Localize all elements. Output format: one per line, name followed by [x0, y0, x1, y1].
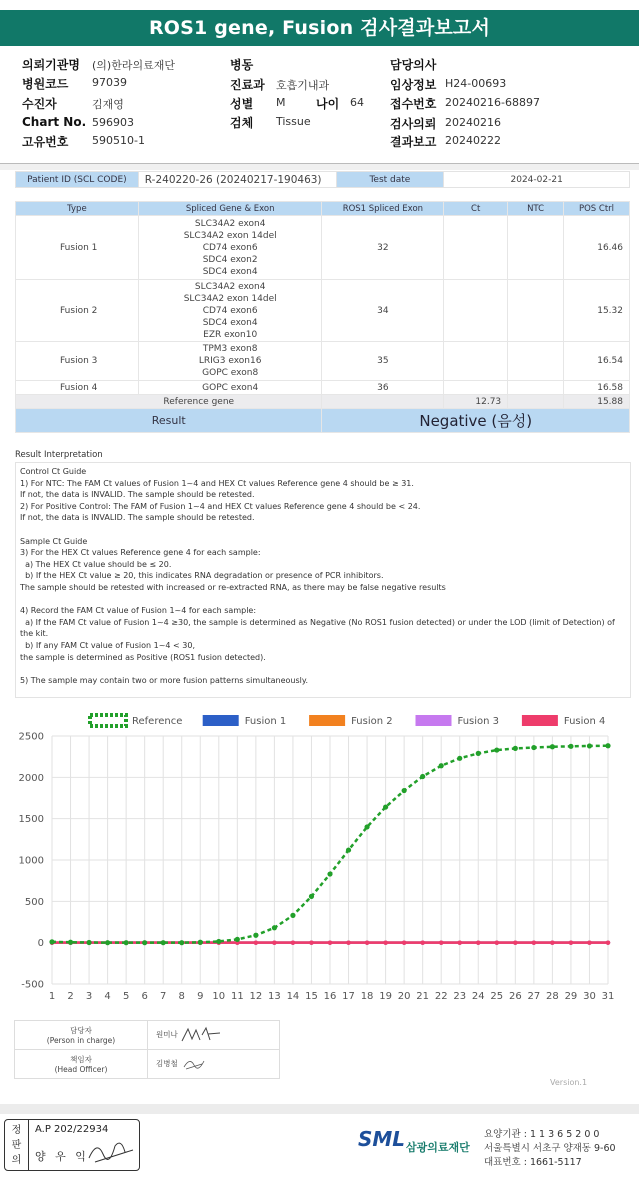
header-label: 진료과	[230, 78, 265, 92]
legend-item	[203, 715, 287, 727]
data-point	[291, 940, 295, 944]
gene-line: GOPC exon4	[202, 382, 259, 393]
interpretation-line: b) If any FAM Ct value of Fusion 1~4 < 30,	[20, 640, 196, 650]
interpretation-line	[20, 524, 627, 536]
result-value: Negative (음성)	[322, 409, 630, 433]
header-value: Tissue	[276, 115, 311, 128]
legend-label: Reference	[132, 716, 183, 727]
header-value: H24-00693	[445, 77, 507, 90]
x-tick-label: 1	[48, 991, 56, 1002]
x-tick-label: 25	[490, 991, 504, 1002]
fusion-type: Fusion 1	[16, 216, 139, 280]
results-table	[15, 201, 630, 433]
col-header: NTC	[508, 202, 564, 216]
signature-scribble-icon	[180, 1055, 210, 1073]
data-point	[420, 774, 425, 779]
spliced-genes	[138, 280, 322, 342]
data-point	[420, 940, 424, 944]
logo-mark: SML	[358, 1127, 406, 1151]
col-header: Type	[16, 202, 139, 216]
table-row	[16, 216, 630, 280]
y-tick-label: 1000	[18, 855, 44, 867]
data-point	[402, 788, 407, 793]
label-line: 담당자	[70, 1026, 92, 1035]
x-tick-label: 23	[453, 991, 467, 1002]
gene-line: SLC34A2 exon 14del	[183, 230, 277, 241]
table-row	[16, 280, 630, 342]
gene-line: SLC34A2 exon 14del	[183, 293, 277, 304]
gene-line: SDC4 exon4	[202, 266, 258, 277]
interpretation-line: Control Ct Guide	[20, 467, 87, 476]
x-tick-label: 18	[360, 991, 374, 1002]
header-value: 20240222	[445, 134, 501, 147]
data-point	[383, 940, 387, 944]
data-point	[439, 763, 444, 768]
signature-scribble-icon	[180, 1025, 226, 1045]
test-date-value: 2024-02-21	[444, 172, 630, 188]
ros1-exon: 35	[322, 342, 444, 381]
signature-scribble-icon	[85, 1136, 139, 1166]
address-line: 대표번호 : 1661-5117	[484, 1157, 582, 1168]
x-tick-label: 28	[546, 991, 559, 1002]
data-point	[439, 940, 443, 944]
legend-label: Fusion 3	[457, 716, 500, 727]
interpretation-line: If not, the data is INVALID. The sample should be retested.	[20, 513, 255, 523]
legend-item	[90, 715, 182, 727]
x-tick-label: 29	[564, 991, 578, 1002]
x-tick-label: 22	[434, 991, 448, 1002]
data-point	[309, 894, 314, 899]
header-label: 임상정보	[390, 78, 437, 92]
data-point	[328, 940, 332, 944]
x-tick-label: 4	[104, 991, 111, 1002]
y-tick-label: 1500	[18, 814, 44, 826]
data-point	[142, 940, 147, 945]
pathologist-stamp	[4, 1119, 140, 1171]
label-line: (Person in charge)	[46, 1036, 116, 1045]
ros1-exon: 32	[322, 216, 444, 280]
header-value: 20240216-68897	[445, 96, 540, 109]
header-label: 수진자	[22, 97, 57, 111]
y-tick-label: 500	[24, 896, 44, 908]
interpretation-line	[20, 594, 627, 606]
interpretation-line: a) The HEX Ct value should be ≤ 20.	[20, 559, 172, 569]
pos-ctrl-value: 16.58	[564, 381, 630, 395]
legend-item	[522, 715, 606, 727]
stamp-char: 판	[11, 1140, 22, 1151]
interpretation-text	[15, 462, 631, 698]
legend-label: Fusion 2	[351, 716, 393, 727]
col-header: POS Ctrl	[564, 202, 630, 216]
pos-ctrl-value: 15.32	[564, 280, 630, 342]
interpretation-line: the sample is determined as Positive (ROS1 fusion detected).	[20, 652, 266, 662]
ros1-exon: 34	[322, 280, 444, 342]
x-tick-label: 17	[342, 991, 355, 1002]
gene-line: SLC34A2 exon4	[194, 218, 266, 229]
reference-exon	[322, 395, 444, 409]
header-value: M	[276, 96, 286, 109]
reference-ntc	[508, 395, 564, 409]
amplification-chart	[10, 708, 630, 1013]
x-tick-label: 2	[67, 991, 74, 1002]
header-label: 나이	[316, 97, 340, 111]
data-point	[531, 745, 536, 750]
y-tick-label: 2500	[18, 731, 44, 743]
patient-id-table	[15, 171, 630, 188]
spliced-genes	[138, 216, 322, 280]
legend-swatch	[522, 715, 558, 726]
interpretation-line: a) If the FAM Ct value of Fusion 1~4 ≥30, the sample is determined as Negative (No ROS1 fusion detected) or under the LOD (limit of Detection) of	[20, 617, 615, 627]
label-line: 책임자	[70, 1055, 92, 1064]
gene-line: CD74 exon6	[202, 305, 258, 316]
header-label: 담당의사	[390, 58, 437, 72]
interpretation-line: Sample Ct Guide	[20, 536, 88, 546]
person-in-charge-sign	[148, 1021, 280, 1050]
label-line: (Head Officer)	[54, 1065, 108, 1074]
interpretation-line: 5) The sample may contain two or more fusion patterns simultaneously.	[20, 675, 309, 685]
patient-id-label: Patient ID (SCL CODE)	[16, 172, 139, 188]
y-tick-label: 0	[37, 938, 44, 950]
x-tick-label: 16	[323, 991, 337, 1002]
data-point	[587, 940, 591, 944]
data-point	[383, 804, 388, 809]
company-address	[484, 1128, 616, 1170]
person-in-charge-label	[15, 1021, 148, 1050]
y-tick-label: 2000	[18, 772, 44, 784]
data-point	[68, 940, 73, 945]
reference-row	[16, 395, 630, 409]
data-point	[458, 940, 462, 944]
person-name: 원미나	[156, 1030, 178, 1039]
data-point	[494, 747, 499, 752]
data-point	[105, 940, 110, 945]
data-point	[364, 824, 369, 829]
x-tick-label: 6	[141, 991, 148, 1002]
data-point	[216, 939, 221, 944]
header-label: 결과보고	[390, 135, 437, 149]
legend-swatch	[90, 715, 126, 726]
address-line: 요양기관 : 1 1 3 6 5 2 0 0	[484, 1129, 600, 1140]
result-interpretation	[15, 450, 631, 698]
result-label: Result	[16, 409, 322, 433]
data-point	[476, 751, 481, 756]
data-point	[587, 743, 592, 748]
head-officer-sign	[148, 1050, 280, 1079]
data-point	[365, 940, 369, 944]
x-tick-label: 26	[508, 991, 522, 1002]
gene-line: TPM3 exon8	[202, 344, 258, 354]
x-tick-label: 11	[230, 991, 244, 1002]
header-value: 김재영	[92, 98, 124, 111]
stamp-line-2: 양 우 익	[35, 1150, 89, 1163]
x-tick-label: 14	[286, 991, 300, 1002]
col-header: ROS1 Spliced Exon	[322, 202, 444, 216]
header-label: Chart No.	[22, 115, 87, 129]
interpretation-line: the kit.	[20, 629, 49, 639]
legend-swatch	[203, 715, 239, 726]
interpretation-line: 2) For Positive Control: The FAM of Fusion 1~4 and HEX Ct values Reference gene 4 should be < 24.	[20, 501, 421, 511]
interpretation-title: Result Interpretation	[15, 450, 103, 460]
data-point	[346, 940, 350, 944]
x-tick-label: 3	[85, 991, 93, 1002]
data-point	[346, 847, 351, 852]
data-point	[49, 939, 54, 944]
x-tick-label: 27	[527, 991, 541, 1002]
data-point	[402, 940, 406, 944]
stamp-char: 의	[11, 1155, 22, 1166]
y-tick-label: -500	[21, 979, 44, 991]
ct-value	[444, 280, 508, 342]
signature-box	[14, 1020, 280, 1078]
interpretation-line: 1) For NTC: The FAM Ct values of Fusion 1~4 and HEX Ct values Reference gene 4 should be ≥ 31.	[20, 478, 414, 488]
ntc-value	[508, 381, 564, 395]
interpretation-line: If not, the data is INVALID. The sample should be retested.	[20, 490, 255, 500]
stamp-char: 정	[11, 1125, 22, 1136]
report-title: ROS1 gene, Fusion 검사결과보고서	[0, 10, 639, 46]
data-point	[568, 744, 573, 749]
fusion-type: Fusion 4	[16, 381, 139, 395]
data-point	[569, 940, 573, 944]
interpretation-line: b) If the HEX Ct value ≥ 20, this indicates RNA degradation or presence of PCR inhibitors.	[20, 571, 384, 581]
data-point	[495, 940, 499, 944]
head-officer-label	[15, 1050, 148, 1079]
spliced-genes	[138, 342, 322, 381]
data-point	[457, 756, 462, 761]
header-label: 병원코드	[22, 77, 69, 91]
gene-line: SDC4 exon2	[202, 254, 258, 265]
legend-label: Fusion 1	[244, 716, 287, 727]
reference-label: Reference gene	[16, 395, 322, 409]
interpretation-line: The sample should be retested with increased or re-extracted RNA, as there may be false negative results	[20, 582, 446, 592]
report-header	[0, 46, 639, 164]
data-point	[86, 940, 91, 945]
data-point	[606, 940, 610, 944]
x-tick-label: 31	[601, 991, 615, 1002]
stamp-line-1: A.P 202/22934	[35, 1124, 109, 1135]
data-point	[513, 746, 518, 751]
data-point	[161, 940, 166, 945]
data-point	[290, 913, 295, 918]
header-value: 596903	[92, 116, 134, 129]
header-label: 접수번호	[390, 97, 437, 111]
x-tick-label: 19	[379, 991, 392, 1002]
header-value: 97039	[92, 76, 127, 89]
header-label: 성별	[230, 97, 254, 111]
legend-label: Fusion 4	[563, 716, 606, 727]
data-point	[476, 940, 480, 944]
legend-swatch	[309, 715, 345, 726]
spliced-genes	[138, 381, 322, 395]
ct-value	[444, 381, 508, 395]
footer-divider	[0, 1104, 639, 1114]
x-tick-label: 30	[583, 991, 596, 1002]
gene-line: GOPC exon8	[202, 368, 259, 378]
x-tick-label: 13	[268, 991, 281, 1002]
data-point	[605, 743, 610, 748]
company-logo	[358, 1127, 480, 1167]
address-line: 서울특별시 서초구 양재동 9-60	[484, 1143, 616, 1154]
data-point	[550, 940, 554, 944]
test-date-label: Test date	[336, 172, 444, 188]
data-point	[327, 871, 332, 876]
fusion-type: Fusion 2	[16, 280, 139, 342]
table-row	[16, 342, 630, 381]
x-tick-label: 7	[160, 991, 167, 1002]
legend-item	[309, 715, 393, 727]
ros1-exon: 36	[322, 381, 444, 395]
header-label: 검체	[230, 116, 254, 130]
data-point	[532, 940, 536, 944]
legend-item	[416, 715, 500, 727]
data-point	[253, 933, 258, 938]
col-header: Ct	[444, 202, 508, 216]
fusion-type: Fusion 3	[16, 342, 139, 381]
data-point	[235, 937, 240, 942]
data-point	[254, 940, 258, 944]
header-label: 병동	[230, 58, 254, 72]
stamp-vertical-text	[5, 1120, 29, 1170]
header-value: 64	[350, 96, 364, 109]
col-header: Spliced Gene & Exon	[138, 202, 322, 216]
version-label: Version.1	[550, 1078, 588, 1087]
header-value: (의)한라의료재단	[92, 59, 175, 72]
gene-line: SDC4 exon4	[202, 317, 258, 328]
data-point	[272, 925, 277, 930]
patient-id-value: R-240220-26 (20240217-190463)	[138, 172, 336, 188]
result-row	[16, 409, 630, 433]
data-point	[309, 940, 313, 944]
x-tick-label: 12	[249, 991, 263, 1002]
header-label: 의뢰기관명	[22, 58, 80, 72]
reference-pos: 15.88	[564, 395, 630, 409]
x-tick-label: 15	[305, 991, 318, 1002]
header-label: 고유번호	[22, 135, 69, 149]
data-point	[550, 744, 555, 749]
logo-name: 삼광의료재단	[406, 1141, 470, 1154]
legend-swatch	[416, 715, 452, 726]
interpretation-line	[20, 663, 627, 675]
table-row	[16, 381, 630, 395]
ntc-value	[508, 216, 564, 280]
gene-line: SLC34A2 exon4	[194, 281, 266, 292]
data-point	[124, 940, 129, 945]
reference-ct: 12.73	[444, 395, 508, 409]
x-tick-label: 24	[471, 991, 485, 1002]
header-label: 검사의뢰	[390, 117, 437, 131]
ntc-value	[508, 342, 564, 381]
head-name: 김병철	[156, 1059, 178, 1068]
pos-ctrl-value: 16.46	[564, 216, 630, 280]
x-tick-label: 10	[212, 991, 226, 1002]
pos-ctrl-value: 16.54	[564, 342, 630, 381]
interpretation-line: 4) Record the FAM Ct value of Fusion 1~4 for each sample:	[20, 606, 257, 616]
section-divider	[0, 164, 639, 170]
header-value: 호흡기내과	[276, 79, 330, 92]
data-point	[513, 940, 517, 944]
x-tick-label: 20	[397, 991, 411, 1002]
ct-value	[444, 216, 508, 280]
data-point	[198, 940, 203, 945]
x-tick-label: 21	[416, 991, 430, 1002]
gene-line: EZR exon10	[203, 329, 258, 340]
data-point	[272, 940, 276, 944]
ct-value	[444, 342, 508, 381]
gene-line: LRIG3 exon16	[198, 356, 262, 366]
header-value: 590510-1	[92, 134, 145, 147]
gene-line: CD74 exon6	[202, 242, 258, 253]
x-tick-label: 8	[178, 991, 185, 1002]
data-point	[179, 940, 184, 945]
x-tick-label: 5	[122, 991, 130, 1002]
header-value: 20240216	[445, 116, 501, 129]
interpretation-line: 3) For the HEX Ct values Reference gene 4 for each sample:	[20, 548, 261, 558]
ntc-value	[508, 280, 564, 342]
x-tick-label: 9	[197, 991, 204, 1002]
